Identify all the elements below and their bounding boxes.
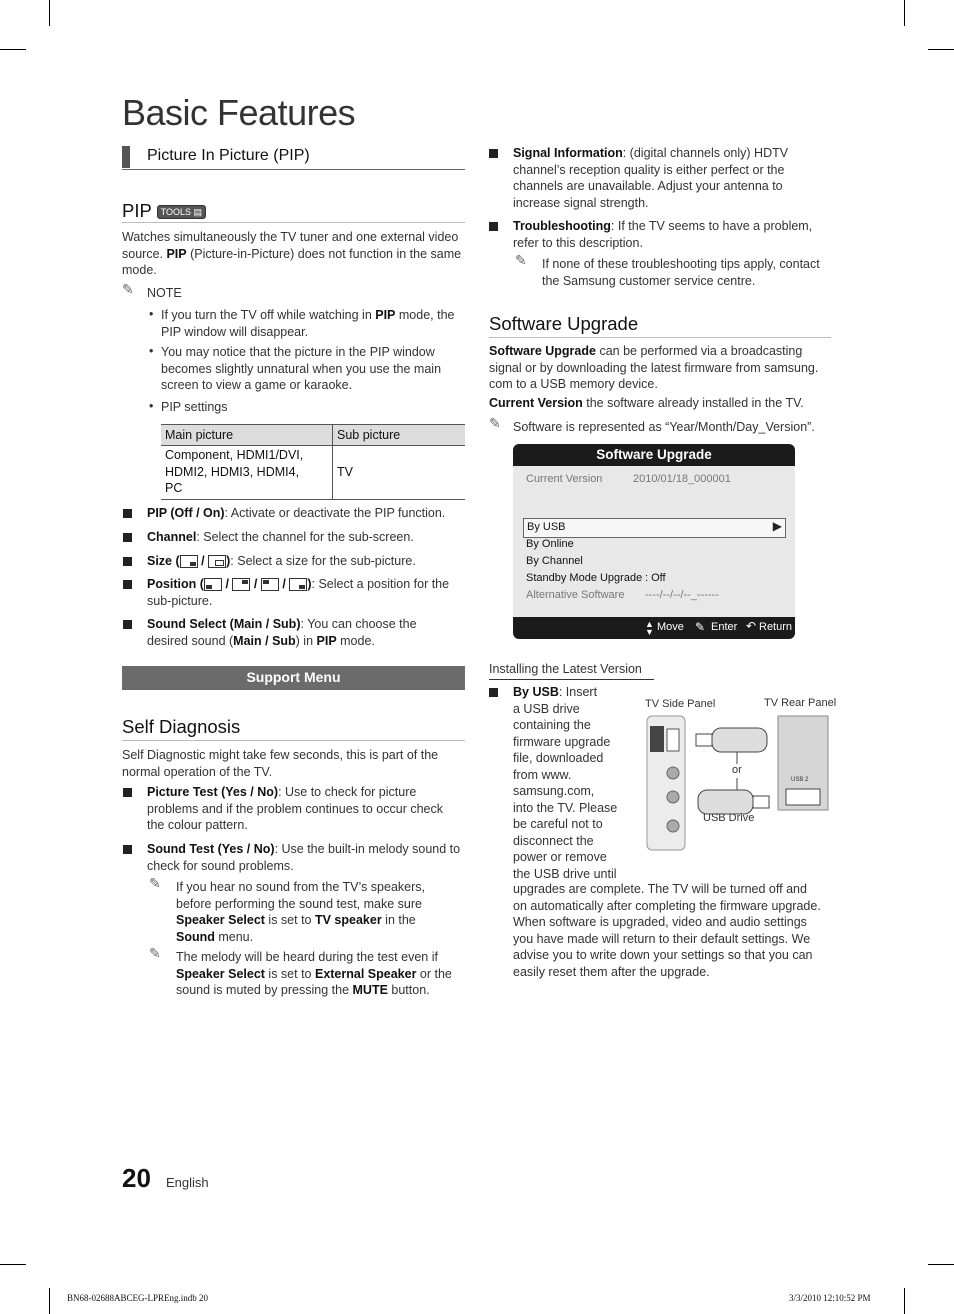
- position-top-right-icon: [232, 578, 250, 591]
- install-heading: Installing the Latest Version: [489, 662, 642, 676]
- crop-mark: [0, 49, 26, 50]
- size-small-icon: [180, 555, 198, 568]
- position-bottom-right-icon: [289, 578, 307, 591]
- pencil-icon: ✎: [149, 876, 161, 892]
- move-icon: ▲ ▼: [645, 619, 654, 637]
- av-jack-icon: [667, 767, 679, 779]
- troubleshooting-note: If none of these troubleshooting tips apply, contact the Samsung customer service centre.: [542, 257, 820, 288]
- menu-footer: [513, 617, 795, 639]
- item-size: Size ( / ): Select a size for the sub-picture.: [147, 554, 416, 568]
- size-large-icon: [208, 555, 226, 568]
- item-sound-select: Sound Select (Main / Sub): You can choose the desired sound (Main / Sub) in PIP mode.: [147, 617, 417, 648]
- tv-side-panel-label: TV Side Panel: [645, 698, 716, 710]
- square-bullet: [123, 620, 132, 629]
- crop-mark: [0, 1264, 26, 1265]
- usb-connection-diagram: [640, 712, 840, 852]
- square-bullet: [123, 557, 132, 566]
- software-upgrade-menu: [513, 444, 795, 639]
- by-usb-text: By USB: Insert a USB drive containing the firmware upgrade file, downloaded from www. samsung.com, into the TV. Please be careful not to disconnect the power or remove the USB drive until: [513, 685, 618, 881]
- square-bullet: [489, 688, 498, 697]
- item-troubleshooting: Troubleshooting: If the TV seems to have a problem, refer to this description.: [513, 219, 813, 250]
- current-version-value: 2010/01/18_000001: [633, 473, 731, 485]
- table-header: Sub picture: [337, 428, 401, 442]
- square-bullet: [123, 580, 132, 589]
- usb-port-side: [650, 726, 664, 752]
- menu-item-alternative-software: Alternative Software: [526, 589, 625, 601]
- divider: [489, 337, 831, 338]
- timestamp: 3/3/2010 12:10:52 PM: [789, 1293, 871, 1303]
- position-bottom-left-icon: [204, 578, 222, 591]
- note-item: If you turn the TV off while watching in PIP mode, the PIP window will disappear.: [161, 308, 455, 339]
- crop-mark: [904, 0, 905, 26]
- standby-value: : Off: [645, 572, 666, 584]
- note-label: NOTE: [147, 286, 182, 300]
- bullet-dot: •: [149, 307, 154, 321]
- table-cell: Component, HDMI1/DVI, HDMI2, HDMI3, HDMI4, PC: [161, 446, 333, 500]
- page-number: 20: [122, 1163, 151, 1193]
- pencil-icon: ✎: [149, 946, 161, 962]
- alternative-value: ----/--/--/--_------: [645, 589, 719, 601]
- software-version-note: Software is represented as “Year/Month/Day_Version”.: [513, 420, 815, 434]
- usb-drive-label: USB Drive: [703, 812, 755, 824]
- usb-drive-icon: [712, 728, 767, 752]
- file-info: BN68-02688ABCEG-LPREng.indb 20: [67, 1293, 209, 1303]
- section-title: Picture In Picture (PIP): [147, 147, 310, 164]
- by-usb-text-continued: upgrades are complete. The TV will be turned off and on automatically after completing the firmware upgrade. When software is upgraded, video and audio settings you have made will return to their default settings. We advise you to write down your settings so that you can easily reset them after the upgrade.: [513, 882, 821, 979]
- av-jack-icon: [667, 820, 679, 832]
- square-bullet: [489, 222, 498, 231]
- current-version-desc: Current Version the software already installed in the TV.: [489, 396, 804, 410]
- table-cell: TV: [337, 465, 353, 480]
- page-title: Basic Features: [122, 92, 356, 133]
- square-bullet: [123, 533, 132, 542]
- sound-test-note: The melody will be heard during the test even if Speaker Select is set to External Speaker or the sound is muted by pressing the MUTE button.: [176, 950, 452, 997]
- divider: [122, 740, 465, 741]
- square-bullet: [123, 788, 132, 797]
- return-label: Return: [759, 621, 793, 633]
- usb-drive-icon: [698, 790, 753, 814]
- square-bullet: [123, 509, 132, 518]
- item-pip: PIP (Off / On): Activate or deactivate the PIP function.: [147, 506, 446, 520]
- crop-mark: [904, 1288, 905, 1314]
- menu-item-by-usb[interactable]: By USB ▶: [523, 518, 786, 538]
- square-bullet: [489, 149, 498, 158]
- item-signal-information: Signal Information: (digital channels only) HDTV channel’s reception quality is either perfect or the channels are unavailable. Adjust your antenna to increase signal strength.: [513, 146, 789, 210]
- language-label: English: [166, 1175, 209, 1190]
- usb-plug-icon: [696, 734, 712, 746]
- crop-mark: [928, 1264, 954, 1265]
- usb-port-rear: [786, 789, 820, 805]
- menu-title: Software Upgrade: [513, 444, 795, 466]
- move-label: Move: [657, 621, 684, 633]
- arrow-right-icon: ▶: [772, 519, 782, 533]
- divider: [489, 679, 654, 680]
- av-jack-icon: [667, 791, 679, 803]
- item-channel: Channel: Select the channel for the sub-screen.: [147, 530, 414, 544]
- enter-icon: ✎: [695, 620, 706, 634]
- usb-plug-icon: [753, 796, 769, 808]
- table-header: Main picture: [161, 425, 333, 446]
- note-item: You may notice that the picture in the PIP window becomes slightly unnatural when you use the main screen to view a game or karaoke.: [161, 345, 442, 392]
- divider: [122, 169, 465, 170]
- self-diagnosis-intro: Self Diagnostic might take few seconds, this is part of the normal operation of the TV.: [122, 748, 439, 779]
- or-label: or: [732, 764, 742, 776]
- return-icon: ↶: [746, 619, 757, 633]
- item-picture-test: Picture Test (Yes / No): Use to check for picture problems and if the problem continues to occur check the colour pattern.: [147, 785, 443, 832]
- pip-intro: Watches simultaneously the TV tuner and one external video source. PIP (Picture-in-Picture) does not function in the same mode.: [122, 230, 462, 277]
- divider: [122, 222, 465, 223]
- pencil-icon: ✎: [515, 253, 527, 269]
- note-item: PIP settings: [161, 400, 228, 414]
- usb-port-label: USB 2: [791, 777, 809, 783]
- sound-test-note: If you hear no sound from the TV’s speakers, before performing the sound test, make sure Speaker Select is set to TV speaker in the Sound menu.: [176, 880, 425, 944]
- pip-heading: PIP TOOLS ▤: [122, 200, 206, 222]
- bullet-dot: •: [149, 344, 154, 358]
- crop-mark: [49, 0, 50, 26]
- current-version-label: Current Version: [526, 473, 603, 485]
- software-upgrade-intro: Software Upgrade can be performed via a broadcasting signal or by downloading the latest firmware from samsung. com to a USB memory device.: [489, 344, 819, 391]
- menu-item-standby-mode-upgrade[interactable]: Standby Mode Upgrade: [526, 572, 643, 584]
- position-top-left-icon: [261, 578, 279, 591]
- tools-badge: TOOLS ▤: [157, 205, 206, 219]
- tv-rear-panel-label: TV Rear Panel: [764, 697, 837, 709]
- section-marker: [122, 146, 130, 168]
- support-menu-bar: Support Menu: [122, 666, 465, 690]
- enter-label: Enter: [711, 621, 738, 633]
- pencil-icon: ✎: [122, 282, 134, 298]
- menu-item-by-channel[interactable]: By Channel: [526, 555, 583, 567]
- crop-mark: [928, 49, 954, 50]
- pencil-icon: ✎: [489, 416, 501, 432]
- bullet-dot: •: [149, 399, 154, 413]
- self-diagnosis-heading: Self Diagnosis: [122, 716, 241, 737]
- crop-mark: [49, 1288, 50, 1314]
- software-upgrade-heading: Software Upgrade: [489, 313, 639, 334]
- item-sound-test: Sound Test (Yes / No): Use the built-in melody sound to check for sound problems.: [147, 842, 461, 873]
- pip-settings-table: [161, 424, 465, 500]
- menu-item-by-online[interactable]: By Online: [526, 538, 574, 550]
- item-position: Position ( / / / ): Select a position for the sub-picture.: [147, 577, 450, 608]
- square-bullet: [123, 845, 132, 854]
- usb-slot-icon: [667, 729, 679, 751]
